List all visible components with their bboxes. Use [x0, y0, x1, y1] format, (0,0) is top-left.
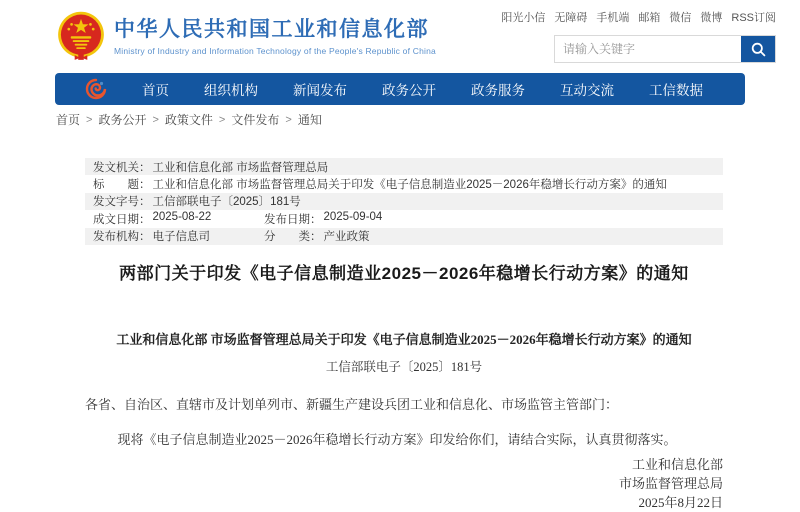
article-subtitle: 工业和信息化部 市场监督管理总局关于印发《电子信息制造业2025－2026年稳增长行动方案》的通知 [116, 332, 692, 347]
meta-row-doc-number [85, 193, 723, 210]
nav-item-gov-services[interactable]: 政务服务 [471, 83, 525, 98]
breadcrumb-separator: > [218, 113, 226, 126]
meta-label: 分 类： [264, 231, 322, 244]
meta-label: 发布机构： [93, 231, 151, 244]
nav-item-interaction[interactable]: 互动交流 [560, 83, 614, 98]
search-icon [751, 42, 766, 57]
signature-block [85, 455, 723, 512]
meta-row-issuing-agency [85, 158, 723, 175]
breadcrumb-item-gov-disclosure[interactable]: 政务公开 [98, 113, 147, 127]
meta-row-title [85, 175, 723, 192]
meta-row-dates [85, 210, 723, 227]
meta-value: 工业和信息化部 市场监督管理总局关于印发《电子信息制造业2025－2026年稳增长行动方案》的通知 [152, 179, 667, 192]
meta-label: 成文日期： [93, 213, 151, 226]
nav-item-home[interactable]: 首页 [142, 83, 169, 98]
top-links [501, 9, 776, 25]
top-link-mobile[interactable]: 手机端 [596, 12, 630, 24]
search-input[interactable] [555, 36, 741, 62]
meta-label: 发布日期： [264, 213, 322, 226]
meta-pair-publisher [93, 228, 264, 244]
article-title: 两部门关于印发《电子信息制造业2025－2026年稳增长行动方案》的通知 [119, 264, 689, 283]
breadcrumb-separator: > [285, 113, 292, 126]
top-link-weibo[interactable]: 微博 [700, 12, 723, 24]
miit-logo-icon [85, 78, 107, 100]
site-title-block [114, 18, 436, 55]
breadcrumb-separator: > [86, 113, 93, 126]
breadcrumb-item-notice[interactable]: 通知 [297, 113, 322, 127]
signature-line-samr: 市场监督管理总局 [618, 475, 723, 491]
document-meta-table [85, 158, 723, 245]
national-emblem-icon [57, 11, 105, 63]
signature-line-date: 2025年8月22日 [638, 494, 723, 510]
meta-label: 发文字号： [93, 196, 151, 209]
meta-value: 工信部联电子〔2025〕181号 [152, 196, 301, 209]
meta-label: 标 题： [93, 179, 151, 192]
breadcrumb [56, 111, 322, 128]
meta-value: 工业和信息化部 市场监督管理总局 [152, 161, 329, 174]
nav-item-gov-disclosure[interactable]: 政务公开 [382, 83, 436, 98]
meta-pair-written-date [93, 211, 264, 227]
nav-item-organization[interactable]: 组织机构 [204, 83, 258, 98]
top-link-mail[interactable]: 邮箱 [638, 12, 661, 24]
breadcrumb-item-policy-documents[interactable]: 政策文件 [164, 113, 213, 127]
meta-value: 2025-09-04 [323, 210, 383, 223]
meta-row-publisher-category [85, 228, 723, 245]
breadcrumb-separator: > [152, 113, 159, 126]
signature-line-ministry: 工业和信息化部 [631, 456, 723, 472]
meta-value: 2025-08-22 [152, 210, 212, 223]
article [85, 252, 723, 512]
article-paragraph-body: 现将《电子信息制造业2025－2026年稳增长行动方案》印发给你们，请结合实际，认真贯彻落实。 [117, 431, 677, 447]
breadcrumb-item-document-release[interactable]: 文件发布 [231, 113, 280, 127]
main-nav [55, 73, 745, 105]
meta-pair-publish-date [264, 211, 382, 227]
ministry-name-cn: 中华人民共和国工业和信息化部 [114, 18, 429, 42]
nav-item-news[interactable]: 新闻发布 [293, 83, 347, 98]
header-utilities [501, 9, 776, 63]
breadcrumb-item-home[interactable]: 首页 [56, 113, 81, 127]
search-button[interactable] [741, 36, 775, 62]
top-link-wechat[interactable]: 微信 [669, 12, 692, 24]
article-doc-number: 工信部联电子〔2025〕181号 [325, 360, 483, 374]
meta-pair-category [264, 228, 370, 244]
site-branding [57, 11, 436, 63]
top-link-accessibility[interactable]: 无障碍 [554, 12, 588, 24]
nav-item-industry-data[interactable]: 工信数据 [649, 83, 703, 98]
meta-value: 产业政策 [323, 231, 370, 244]
meta-value: 电子信息司 [152, 231, 210, 244]
article-paragraph-addressees: 各省、自治区、直辖市及计划单列市、新疆生产建设兵团工业和信息化、市场监管主管部门： [85, 397, 619, 412]
ministry-name-en: Ministry of Industry and Information Technology of the People's Republic of China [114, 45, 436, 56]
meta-label: 发文机关： [93, 161, 151, 174]
top-link-rss[interactable]: RSS订阅 [731, 12, 776, 24]
search-bar [554, 35, 776, 63]
top-link-sunshine-assistant[interactable]: 阳光小信 [501, 12, 546, 24]
